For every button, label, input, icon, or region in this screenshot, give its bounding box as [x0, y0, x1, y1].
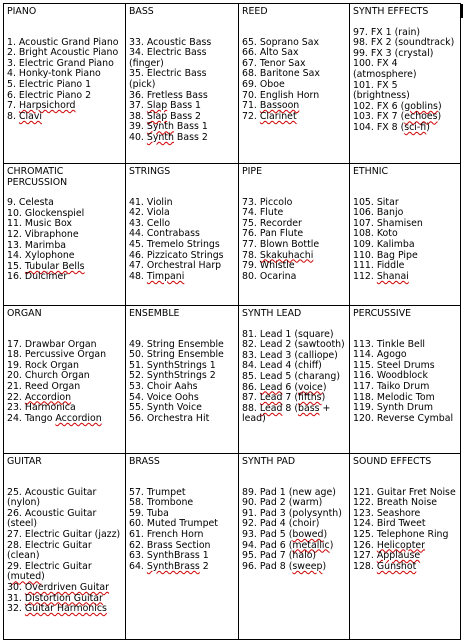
instrument-item	[353, 272, 457, 283]
category-heading: PIANO	[7, 6, 37, 17]
instrument-text: 55. Synth Voice	[129, 402, 202, 414]
spellcheck-marked-text: Guitar Harmonics	[24, 603, 107, 615]
instrument-text: 61. French Horn	[129, 528, 204, 540]
instrument-text: 84. Lead 4 (chiff)	[242, 360, 322, 372]
instrument-text: 24. Tango	[7, 412, 56, 424]
instrument-text: 86.	[242, 381, 260, 393]
instrument-text: 11. Music Box	[7, 218, 72, 230]
spellcheck-marked-text: Slap	[146, 100, 168, 112]
category-cell	[239, 4, 350, 164]
category-heading: PIPE	[242, 166, 262, 177]
instrument-text: 113. Tinkle Bell	[353, 338, 426, 350]
table-row	[4, 4, 461, 164]
instrument-text: 53. Choir Aahs	[129, 380, 198, 392]
instrument-text: 6 (	[282, 381, 299, 393]
spacer	[242, 18, 346, 28]
spellcheck-marked-text: Overdriven Guitar	[24, 581, 110, 593]
instrument-item	[7, 112, 122, 123]
instrument-text: 60. Muted Trumpet	[129, 518, 218, 530]
spellcheck-marked-text: sci-fi	[404, 121, 427, 133]
instrument-text: Bass 2	[167, 110, 202, 122]
instrument-text: 38.	[129, 110, 147, 122]
spellcheck-marked-text: Synth	[146, 131, 174, 143]
category-heading: ENSEMBLE	[129, 308, 180, 319]
category-cell	[239, 306, 350, 454]
instrument-item	[353, 123, 457, 134]
category-heading: ETHNIC	[353, 166, 389, 177]
instrument-text: 79. Whistle	[242, 260, 295, 272]
category-heading: CHROMATIC PERCUSSION	[7, 166, 68, 188]
instrument-text: 83. Lead 3 (calliope)	[242, 349, 338, 361]
category-heading: SYNTH PAD	[242, 456, 296, 467]
instrument-text: 124. Bird Tweet	[353, 518, 426, 530]
instrument-item	[353, 414, 457, 425]
instrument-text: 122. Breath Noise	[353, 497, 438, 509]
instrument-text: 33. Acoustic Bass	[129, 36, 212, 48]
spellcheck-marked-text: bass	[298, 402, 320, 414]
instrument-item	[353, 59, 457, 80]
instrument-text: 100. FX 4 (atmosphere)	[353, 58, 417, 80]
instrument-text: 89. Pad 1 (new age)	[242, 486, 336, 498]
instrument-text: )	[437, 100, 442, 112]
category-heading: REED	[242, 6, 268, 17]
spacer	[129, 18, 235, 28]
instrument-text: 47. Orchestral Harp	[129, 260, 222, 272]
instrument-text: 76. Pan Flute	[242, 228, 304, 240]
instrument-text: 21. Reed Organ	[7, 380, 81, 392]
instrument-item	[242, 404, 346, 425]
spacer	[242, 178, 346, 188]
instrument-text: 120. Reverse Cymbal	[353, 412, 454, 424]
instrument-text: 44. Contrabass	[129, 228, 200, 240]
category-cell	[126, 306, 239, 454]
instrument-text: 29. Electric Guitar (	[7, 560, 92, 583]
instrument-text: 39.	[129, 121, 147, 133]
instrument-text: 8.	[7, 110, 19, 122]
category-cell	[350, 306, 461, 454]
spacer	[129, 178, 235, 188]
category-cell	[239, 164, 350, 306]
instrument-text: 6. Electric Piano 2	[7, 89, 92, 101]
instrument-text: 123. Seashore	[353, 507, 421, 519]
category-cell	[4, 164, 126, 306]
instrument-text: )	[322, 381, 327, 393]
table-row	[4, 306, 461, 454]
spacer	[129, 320, 235, 330]
instrument-item	[353, 562, 457, 573]
instrument-item	[129, 414, 235, 425]
instrument-text: 58. Trombone	[129, 497, 194, 509]
instrument-text: 95. Pad 7 (halo)	[242, 550, 317, 562]
category-heading: GUITAR	[7, 456, 42, 467]
instrument-text: )	[426, 121, 430, 133]
spacer	[129, 468, 235, 478]
instrument-item	[7, 272, 122, 283]
instrument-text: 9. Celesta	[7, 197, 54, 209]
category-heading: ORGAN	[7, 308, 42, 319]
spacer	[353, 320, 457, 330]
spellcheck-marked-text: bowed	[292, 528, 324, 540]
instrument-text: 7 (	[282, 392, 299, 404]
instrument-text: 90. Pad 2 (warm)	[242, 497, 323, 509]
spacer	[7, 468, 122, 478]
instrument-text: 88.	[242, 402, 260, 414]
instrument-text: 108. Koto	[353, 228, 398, 240]
instrument-text: 23. Harmonica	[7, 402, 76, 414]
instrument-text: 109. Kalimba	[353, 238, 415, 250]
instrument-text: 20. Church Organ	[7, 370, 90, 382]
instrument-text: 19. Rock Organ	[7, 359, 79, 371]
instrument-text: 56. Orchestra Hit	[129, 412, 210, 424]
spellcheck-marked-text: Clarinet	[259, 110, 297, 122]
instrument-text: Bass 2	[173, 131, 208, 143]
instrument-item	[129, 562, 235, 573]
category-cell	[126, 454, 239, 640]
instrument-text: Bass 1	[173, 121, 208, 133]
instrument-text: 73. Piccolo	[242, 196, 293, 208]
instrument-text: 93. Pad 5 (	[242, 528, 293, 540]
instrument-text: 51. SynthStrings 1	[129, 359, 216, 371]
instrument-text: 31.	[7, 592, 25, 604]
instrument-text: )	[329, 539, 334, 551]
instrument-text: 75. Recorder	[242, 217, 302, 229]
instrument-text: 34. Electric Bass (finger)	[129, 47, 207, 69]
instrument-item	[7, 541, 122, 562]
spellcheck-marked-text: Harpsichord	[18, 100, 76, 112]
instrument-text: 115. Steel Drums	[353, 359, 435, 371]
category-cell	[350, 164, 461, 306]
instrument-text: 16. Dulcimer	[7, 271, 68, 283]
spellcheck-marked-text: SynthBrass	[146, 560, 200, 572]
category-cell	[4, 306, 126, 454]
instrument-text: 26. Acoustic Guitar (steel)	[7, 507, 97, 530]
instrument-text: 87.	[242, 392, 260, 404]
instrument-text: 46. Pizzicato Strings	[129, 249, 224, 261]
instrument-text: 57. Trumpet	[129, 486, 186, 498]
instrument-text: 125. Telephone Ring	[353, 528, 449, 540]
category-cell	[4, 4, 126, 164]
instrument-text: 50. String Ensemble	[129, 349, 224, 361]
spellcheck-marked-text: Gunshot	[376, 560, 417, 572]
instrument-text: 43. Cello	[129, 217, 171, 229]
instrument-text: 59. Tuba	[129, 507, 169, 519]
instrument-item	[129, 133, 235, 144]
spellcheck-marked-text: Slap	[146, 110, 168, 122]
text-cursor	[461, 4, 463, 18]
instrument-text: 27. Electric Guitar (jazz)	[7, 528, 121, 540]
spellcheck-marked-text: Synth	[146, 121, 174, 133]
instrument-text: 101. FX 5 (brightness)	[353, 79, 410, 102]
instrument-text: 4. Honky-tonk Piano	[7, 68, 101, 80]
instrument-text: 49. String Ensemble	[129, 338, 224, 350]
instrument-text: 92. Pad 4 (choir)	[242, 518, 320, 530]
instrument-text: 32.	[7, 603, 25, 615]
instrument-text: 81. Lead 1 (square)	[242, 328, 334, 340]
instrument-text: 82. Lead 2 (sawtooth)	[242, 339, 345, 351]
instrument-text: 116. Woodblock	[353, 370, 428, 382]
instrument-text: 102. FX 6 (	[353, 100, 405, 112]
instrument-text: 103. FX 7 (	[353, 111, 405, 123]
spacer	[353, 468, 457, 478]
instrument-text: 12. Vibraphone	[7, 228, 79, 240]
instrument-item	[129, 69, 235, 90]
spellcheck-marked-text: Shanai	[376, 270, 409, 282]
category-cell	[4, 454, 126, 640]
instrument-text: 40.	[129, 131, 147, 143]
spellcheck-marked-text: echoes	[404, 111, 438, 123]
spellcheck-marked-text: metallic	[292, 539, 330, 551]
spellcheck-marked-text: Applause	[376, 550, 421, 562]
spellcheck-marked-text: Skakuhachi	[259, 249, 314, 261]
instrument-text: 25. Acoustic Guitar (nylon)	[7, 486, 97, 509]
spellcheck-marked-text: goblins	[404, 100, 438, 112]
instrument-item	[129, 48, 235, 69]
spellcheck-marked-text: Lead	[259, 392, 283, 404]
instrument-text: 69. Oboe	[242, 78, 285, 90]
table-row	[4, 164, 461, 306]
instrument-text: 8 (	[282, 402, 299, 414]
spellcheck-marked-text: Lead	[259, 381, 283, 393]
instrument-text: 1. Acoustic Grand Piano	[7, 36, 119, 48]
instrument-text: 41. Violin	[129, 196, 173, 208]
spacer	[242, 468, 346, 478]
instrument-text: + lead)	[242, 402, 331, 425]
instrument-text: 7.	[7, 100, 19, 112]
category-cell	[126, 164, 239, 306]
category-heading: SOUND EFFECTS	[353, 456, 432, 467]
category-heading: STRINGS	[129, 166, 171, 177]
instrument-text: 114. Agogo	[353, 349, 407, 361]
instrument-text: 2. Bright Acoustic Piano	[7, 47, 119, 59]
instrument-text: 91. Pad 3 (polysynth)	[242, 507, 342, 519]
instrument-item	[7, 509, 122, 530]
instrument-text: 68. Baritone Sax	[242, 68, 320, 80]
instrument-item	[7, 604, 122, 615]
instrument-text: 77. Blown Bottle	[242, 238, 320, 250]
instrument-item	[7, 562, 122, 583]
instrument-text: 110. Bag Pipe	[353, 249, 418, 261]
table-row	[4, 454, 461, 640]
spellcheck-marked-text: sweep	[292, 560, 323, 572]
instrument-text: 97. FX 1 (rain)	[353, 26, 421, 38]
instrument-text: 126.	[353, 539, 377, 551]
instrument-text: 96. Pad 8 (	[242, 560, 293, 572]
instrument-text: 94. Pad 6 (	[242, 539, 293, 551]
instrument-text: 28. Electric Guitar (clean)	[7, 539, 92, 562]
spacer	[7, 320, 122, 330]
spellcheck-marked-text: fifths	[298, 392, 322, 404]
instrument-text: 106. Banjo	[353, 207, 404, 219]
instrument-text: 85. Lead 5 (charang)	[242, 370, 340, 382]
instrument-text: 65. Soprano Sax	[242, 36, 320, 48]
instrument-text: 105. Sitar	[353, 196, 399, 208]
instrument-text: )	[321, 392, 326, 404]
instrument-text: 111. Fiddle	[353, 260, 405, 272]
instrument-text: 127.	[353, 550, 377, 562]
instrument-text: 22.	[7, 391, 25, 403]
instrument-item	[242, 562, 346, 573]
instrument-text: 74. Flute	[242, 207, 284, 219]
instrument-text: 117. Taiko Drum	[353, 380, 430, 392]
spellcheck-marked-text: Accordion	[55, 412, 102, 424]
instrument-text: 13. Marimba	[7, 239, 67, 251]
instrument-text: 119. Synth Drum	[353, 402, 434, 414]
instrument-text: 98. FX 2 (soundtrack)	[353, 37, 455, 49]
instrument-text: Bass 1	[167, 100, 202, 112]
category-cell	[350, 4, 461, 164]
instrument-text: 35. Electric Bass (pick)	[129, 68, 207, 90]
instrument-item	[7, 414, 122, 425]
spellcheck-marked-text: Accordion	[24, 391, 72, 403]
category-cell	[126, 4, 239, 164]
instrument-text: 30.	[7, 581, 25, 593]
instrument-text: 107. Shamisen	[353, 217, 423, 229]
instrument-text: )	[323, 528, 328, 540]
category-heading: PERCUSSIVE	[353, 308, 412, 319]
instrument-item	[129, 272, 235, 283]
instrument-text: 15.	[7, 260, 25, 272]
instrument-text: 14. Xylophone	[7, 250, 75, 262]
instrument-text: 99. FX 3 (crystal)	[353, 47, 434, 59]
instrument-text: 5. Electric Piano 1	[7, 78, 92, 90]
instrument-text: 72.	[242, 110, 260, 122]
instrument-text: 71.	[242, 100, 260, 112]
instrument-text: 3. Electric Grand Piano	[7, 57, 114, 69]
spellcheck-marked-text: Timpani	[146, 270, 185, 282]
instrument-item	[242, 112, 346, 123]
instrument-item	[242, 272, 346, 283]
instrument-text: 10. Glockenspiel	[7, 207, 85, 219]
spellcheck-marked-text: Lead	[259, 402, 283, 414]
instrument-text: 112.	[353, 270, 377, 282]
instrument-text: )	[322, 560, 327, 572]
instrument-text: 62. Brass Section	[129, 539, 211, 551]
instrument-text: 18. Percussive Organ	[7, 349, 107, 361]
spellcheck-marked-text: Clavi	[18, 110, 42, 122]
gm-instrument-table	[3, 3, 461, 640]
instrument-text: 67. Tenor Sax	[242, 57, 306, 69]
spacer	[7, 18, 122, 28]
category-heading: BRASS	[129, 456, 160, 467]
instrument-text: 70. English Horn	[242, 89, 320, 101]
spellcheck-marked-text: muted	[10, 571, 42, 583]
instrument-text: 37.	[129, 100, 147, 112]
instrument-text: 17. Drawbar Organ	[7, 338, 97, 350]
instrument-text: 42. Viola	[129, 207, 170, 219]
instrument-text: 52. SynthStrings 2	[129, 370, 216, 382]
spellcheck-marked-text: Bassoon	[259, 100, 300, 112]
instrument-text: 63. SynthBrass 1	[129, 550, 209, 562]
instrument-text: 121. Guitar Fret Noise	[353, 486, 456, 498]
instrument-text: 54. Voice Oohs	[129, 391, 199, 403]
instrument-text: )	[41, 571, 45, 583]
category-cell	[239, 454, 350, 640]
category-cell	[350, 454, 461, 640]
instrument-text: 2	[199, 560, 209, 572]
instrument-text: 66. Alto Sax	[242, 47, 299, 59]
instrument-item	[353, 81, 457, 102]
spellcheck-marked-text: voice	[298, 381, 323, 393]
spellcheck-marked-text: Helicopter	[376, 539, 426, 551]
instrument-item	[7, 488, 122, 509]
spacer	[353, 178, 457, 188]
category-heading: BASS	[129, 6, 154, 17]
instrument-text: 36. Fretless Bass	[129, 89, 208, 101]
instrument-text: 128.	[353, 560, 377, 572]
instrument-text: )	[437, 111, 442, 123]
instrument-text: 104. FX 8 (	[353, 121, 405, 133]
spellcheck-marked-text: Distortion Guitar	[24, 592, 103, 604]
category-heading: SYNTH EFFECTS	[353, 6, 429, 17]
instrument-text: 64.	[129, 560, 147, 572]
instrument-text: 118. Melodic Tom	[353, 391, 435, 403]
category-heading: SYNTH LEAD	[242, 308, 302, 319]
spellcheck-marked-text: Tubular Bells	[24, 260, 85, 272]
instrument-text: 80. Ocarina	[242, 270, 297, 282]
instrument-text: 78.	[242, 249, 260, 261]
instrument-text: 45. Tremelo Strings	[129, 238, 220, 250]
instrument-text: 48.	[129, 270, 147, 282]
